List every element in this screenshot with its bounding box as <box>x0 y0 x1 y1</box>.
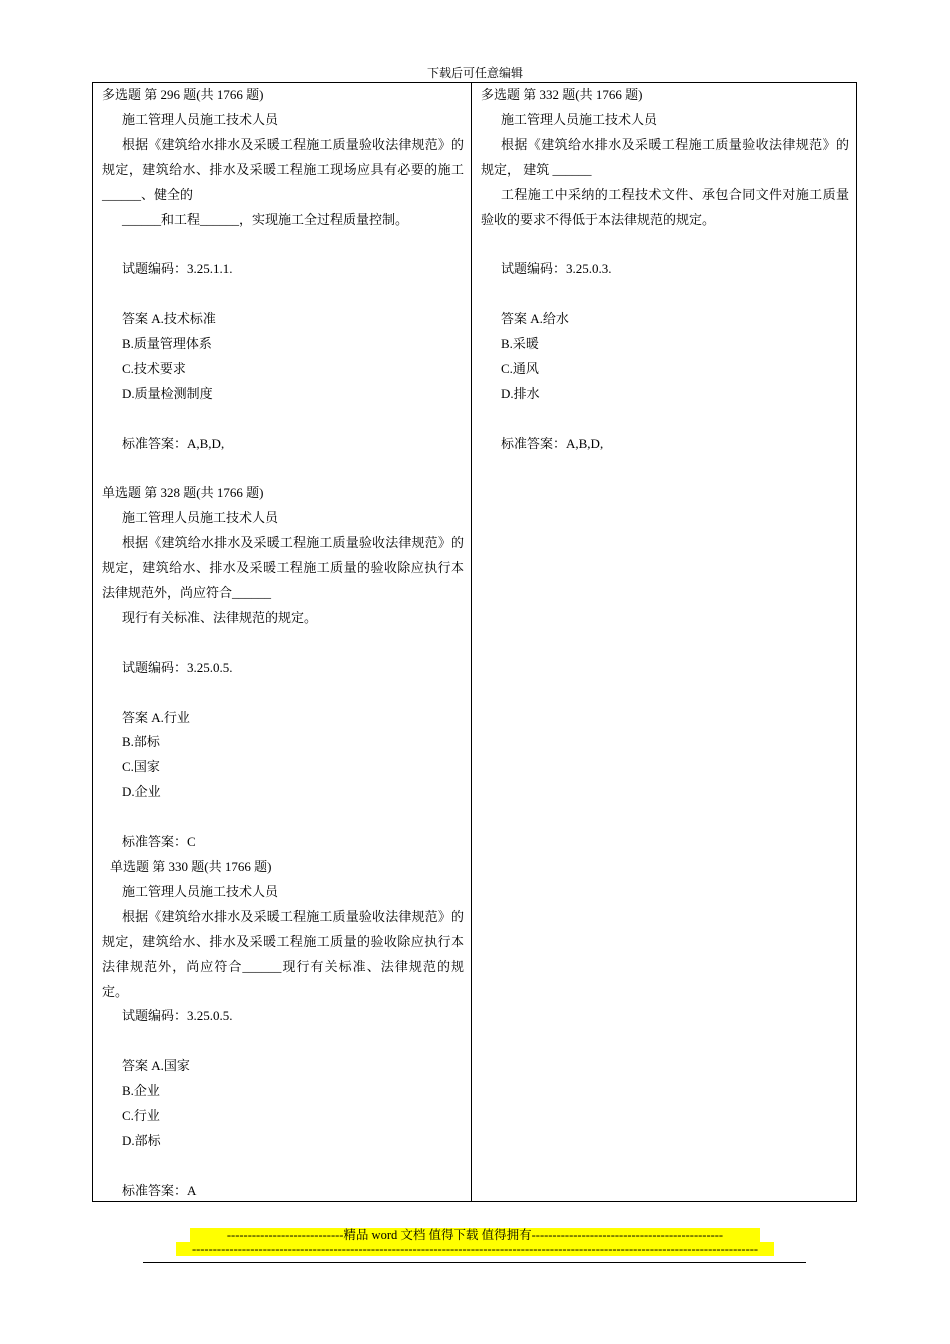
option-d: D.部标 <box>122 1132 161 1148</box>
option-b: B.质量管理体系 <box>122 336 212 352</box>
standard-answer: 标准答案：A,B,D, <box>501 435 604 451</box>
question-stem: 根据《建筑给水排水及采暖工程施工质量验收法律规范》的规定，建筑给水、排水及采暖工程施工质量的验收除应执行本法律规范外，尚应符合______ <box>102 535 464 601</box>
question-stem: 根据《建筑给水排水及采暖工程施工质量验收法律规范》的规定，建筑给水、排水及采暖工程施工现场应具有必要的施工______、健全的 <box>102 136 464 202</box>
question-category: 施工管理人员施工技术人员 <box>122 510 279 526</box>
question-title: 多选题 第 332 题(共 1766 题) <box>481 87 643 102</box>
option-b: B.部标 <box>122 734 160 750</box>
question-title: 单选题 第 328 题(共 1766 题) <box>102 485 264 501</box>
question-code: 试题编码：3.25.0.5. <box>122 659 233 675</box>
page-footer <box>0 1228 950 1256</box>
standard-answer: 标准答案：C <box>122 834 196 850</box>
question-title: 单选题 第 330 题(共 1766 题) <box>110 858 272 874</box>
question-category: 施工管理人员施工技术人员 <box>501 111 658 127</box>
left-column <box>102 83 464 1204</box>
footer-banner: ----------------------------精品 word 文档 值得下载 值得拥有---------------------------------------------- <box>190 1228 760 1242</box>
question-stem-continued: 现行有关标准、法律规范的规定。 <box>122 609 318 625</box>
option-b: B.企业 <box>122 1083 160 1099</box>
footer-banner-dashes: ---------------------------------------------------------------------------------------------------------------------------------------- <box>176 1242 774 1256</box>
question-table <box>92 82 857 1202</box>
option-a: 答案 A.技术标准 <box>122 311 216 327</box>
option-c: C.国家 <box>122 759 160 775</box>
option-c: C.技术要求 <box>122 360 186 376</box>
question-title: 多选题 第 296 题(共 1766 题) <box>102 87 264 102</box>
option-a: 答案 A.国家 <box>122 1058 190 1074</box>
question-stem: 根据《建筑给水排水及采暖工程施工质量验收法律规范》的规定，建筑给水、排水及采暖工程施工质量的验收除应执行本法律规范外，尚应符合______现行有关标准、法律规范的规定。 <box>102 908 464 999</box>
option-d: D.质量检测制度 <box>122 385 213 401</box>
standard-answer: 标准答案：A <box>122 1182 197 1198</box>
option-c: C.行业 <box>122 1108 160 1124</box>
option-c: C.通风 <box>501 360 539 376</box>
question-stem-continued: ______和工程______，实现施工全过程质量控制。 <box>122 211 409 227</box>
column-divider <box>471 83 472 1201</box>
standard-answer: 标准答案：A,B,D, <box>122 435 225 451</box>
option-d: D.企业 <box>122 784 161 800</box>
question-stem-continued: 工程施工中采纳的工程技术文件、承包合同文件对施工质量验收的要求不得低于本法律规范的规定。 <box>481 186 849 227</box>
page-header: 下载后可任意编辑 <box>426 66 523 80</box>
question-code: 试题编码：3.25.1.1. <box>122 261 233 277</box>
question-category: 施工管理人员施工技术人员 <box>122 111 279 127</box>
option-b: B.采暖 <box>501 336 539 352</box>
question-stem: 根据《建筑给水排水及采暖工程施工质量验收法律规范》的规定， 建筑 ______ <box>481 136 849 177</box>
question-category: 施工管理人员施工技术人员 <box>122 883 279 899</box>
question-code: 试题编码：3.25.0.5. <box>122 1008 233 1024</box>
right-column <box>481 83 849 457</box>
option-a: 答案 A.行业 <box>122 709 190 725</box>
option-a: 答案 A.给水 <box>501 311 569 327</box>
footer-rule <box>143 1262 806 1263</box>
question-code: 试题编码：3.25.0.3. <box>501 261 612 277</box>
option-d: D.排水 <box>501 385 540 401</box>
